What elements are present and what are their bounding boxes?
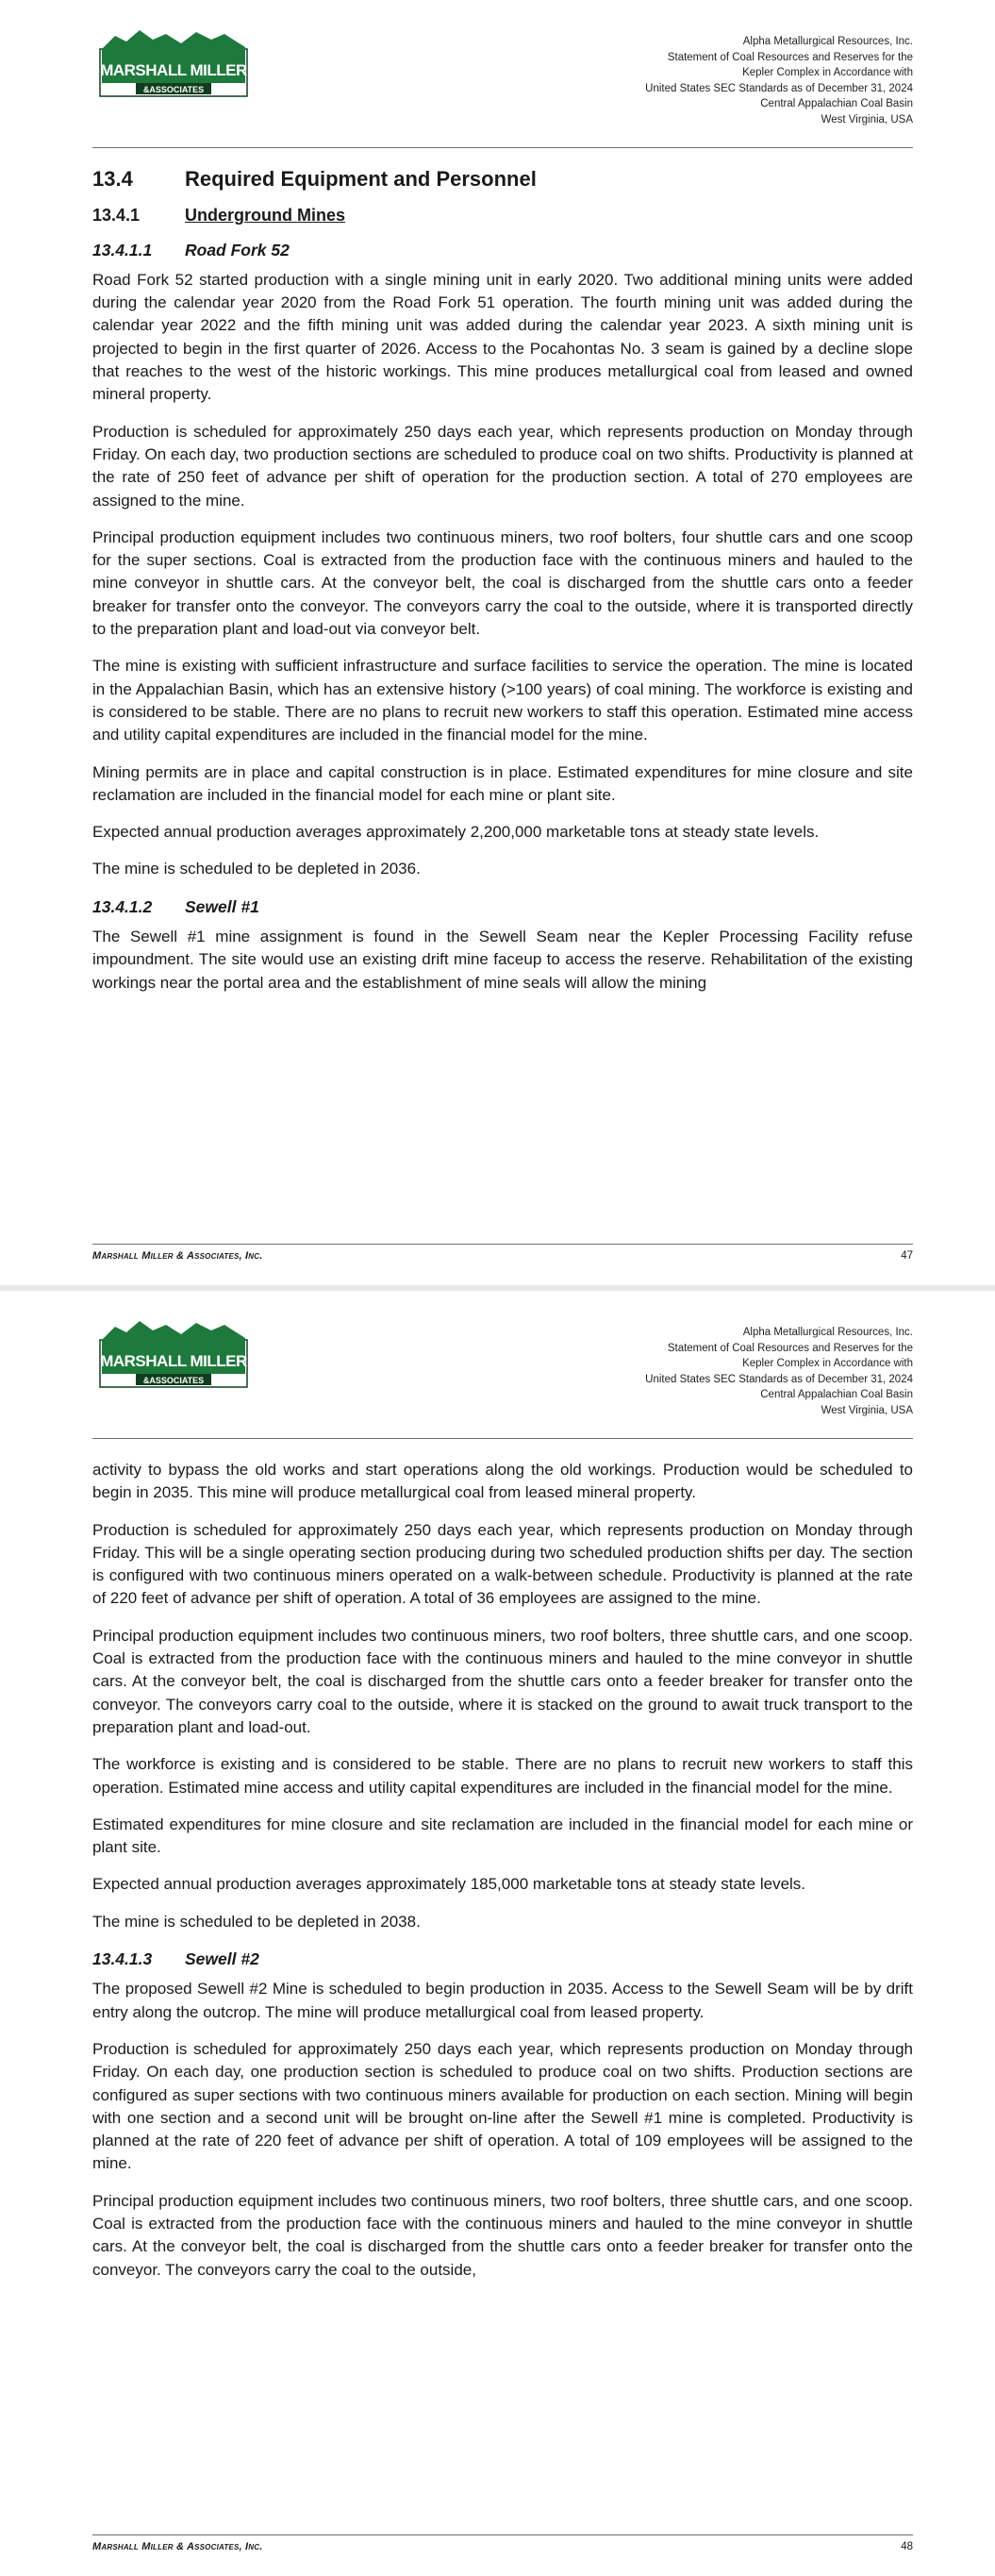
paragraph: The proposed Sewell #2 Mine is scheduled to begin production in 2035. Access to the Sewell Seam will be by drift entry along the outcrop. The mine will produce metallurgical coal from leased property. [92,1980,913,2021]
paragraph: Expected annual production averages approximately 2,200,000 marketable tons at steady state levels. [92,823,820,842]
section-heading [92,168,913,191]
header-line: United States SEC Standards as of December 31, 2024 [645,82,913,94]
paragraph: The mine is existing with sufficient infrastructure and surface facilities to service the operation. The mine is located in the Appalachian Basin, which has an extensive history (>100 years) of coal mining. The workforce is existing and is considered to be stable. There are no plans to recruit new workers to staff this operation. Estimated mine access and utility capital expenditures are included in the financial model for the mine. [92,657,913,744]
paragraph: The Sewell #1 mine assignment is found in the Sewell Seam near the Kepler Processing Facility refuse impoundment. The site would use an existing drift mine faceup to access the reserve. Rehabilitation of the existing workings near the portal area and the establishment of mine seals will allow the mining [92,928,913,992]
mine-heading-sewell-1 [92,895,913,918]
mine-title: Sewell #2 [185,1949,259,1969]
header-divider [92,1438,913,1439]
paragraph: The mine is scheduled to be depleted in 2038. [92,1912,421,1931]
paragraph: Expected annual production averages approximately 185,000 marketable tons at steady state levels. [92,1875,806,1894]
svg-text:&ASSOCIATES: &ASSOCIATES [142,1376,205,1385]
paragraph: Production is scheduled for approximately 250 days each year, which represents production on Monday through Friday. This will be a single operating section producing during two scheduled production shifts per day. The section is configured with two continuous miners operated on a walk-between schedule. Productivity is planned at the rate of 220 feet of advance per shift of operation. A total of 36 employees are assigned to the mine. [92,1520,913,1608]
paragraph: Principal production equipment includes two continuous miners, two roof bolters, four shuttle cars and one scoop for the super sections. Coal is extracted from the production face with the continuous miners and hauled to the mine conveyor in shuttle cars. At the conveyor belt, the coal is discharged from the shuttle cars onto a feeder breaker for transfer onto the conveyor. The conveyors carry the coal to the outside, where it is transported directly to the preparation plant and load-out via conveyor belt. [92,527,913,639]
mine-number: 13.4.1.2 [92,896,153,916]
page-number: 48 [901,2541,913,2552]
mine-title: Sewell #1 [185,896,259,916]
header-line: Statement of Coal Resources and Reserves for the [667,51,913,63]
paragraph: Principal production equipment includes two continuous miners, two roof bolters, three shuttle cars, and one scoop. Coal is extracted from the production face with the continuous miners and hauled to the mine conveyor in shuttle cars. At the conveyor belt, the coal is discharged from the shuttle cars onto a feeder breaker for transfer onto the conveyor. The conveyors carry the coal to the outside, [92,2191,913,2279]
paragraph: Road Fork 52 started production with a single mining unit in early 2020. Two additional mining units were added during the calendar year 2020 from the Road Fork 51 operation. The fourth mining unit was added during the calendar year 2022 and the fifth mining unit was added during the calendar year 2023. A sixth mining unit is projected to begin in the first quarter of 2026. Access to the Pocahontas No. 3 seam is gained by a decline slope that reaches to the west of the historic workings. This mine produces metallurgical coal from leased and owned mineral property. [92,270,913,404]
mine-heading-sewell-2 [92,1948,913,1970]
header-line: Alpha Metallurgical Resources, Inc. [742,36,913,47]
paragraph: The mine is scheduled to be depleted in 2036. [92,860,421,878]
svg-text:MARSHALL MILLER: MARSHALL MILLER [100,1352,247,1370]
page-47 [0,0,995,1285]
subsection-title: Underground Mines [185,206,345,226]
page-number: 47 [901,1250,913,1262]
section-number: 13.4 [92,167,133,191]
header-line: United States SEC Standards as of December 31, 2024 [645,1373,913,1385]
page-48 [0,1291,995,2576]
footer-divider [92,2534,913,2535]
header-line: Kepler Complex in Accordance with [742,67,913,78]
paragraph: Estimated expenditures for mine closure and site reclamation are included in the financial model for each mine or plant site. [92,1815,913,1857]
header-line: Central Appalachian Coal Basin [760,1389,913,1400]
svg-text:&ASSOCIATES: &ASSOCIATES [142,85,205,94]
paragraph: activity to bypass the old works and start operations along the old workings. Production would be scheduled to begin in 2035. This mine will produce metallurgical coal from leased mineral property. [92,1461,913,1502]
company-logo [98,1317,249,1389]
header-line: West Virginia, USA [821,113,913,125]
footer-divider [92,1244,913,1245]
mine-title: Road Fork 52 [185,240,290,259]
paragraph: Mining permits are in place and capital construction is in place. Estimated expenditures for mine closure and site reclamation are included in the financial model for each mine or plant site. [92,762,913,804]
section-title: Required Equipment and Personnel [185,167,537,191]
page-content [92,1459,913,2296]
header-line: Kepler Complex in Accordance with [742,1358,913,1369]
paragraph: Principal production equipment includes two continuous miners, two roof bolters, three shuttle cars, and one scoop. Coal is extracted from the production face with the continuous miners and hauled to the mine conveyor in shuttle cars. At the conveyor belt, the coal is discharged from the shuttle cars onto a feeder breaker for transfer onto the conveyor. The conveyors carry coal to the outside, where it is stacked on the ground to await truck transport to the preparation plant and load-out. [92,1626,913,1736]
header-line: Statement of Coal Resources and Reserves for the [667,1342,913,1354]
mine-number: 13.4.1.3 [92,1949,153,1969]
mine-number: 13.4.1.1 [92,240,153,259]
footer-company: Marshall Miller & Associates, Inc. [92,2541,263,2552]
subsection-heading [92,204,913,226]
mine-heading-road-fork-52 [92,239,913,261]
header-divider [92,147,913,148]
header-line: Central Appalachian Coal Basin [760,98,913,109]
header-info [645,34,913,127]
footer-company: Marshall Miller & Associates, Inc. [92,1250,263,1262]
svg-text:MARSHALL MILLER: MARSHALL MILLER [100,61,247,79]
subsection-number: 13.4.1 [92,206,141,226]
page-content [92,160,913,1009]
paragraph: The workforce is existing and is considered to be stable. There are no plans to recruit new workers to staff this operation. Estimated mine access and utility capital expenditures are included in the financial model for the mine. [92,1755,913,1797]
header-info [645,1325,913,1418]
header-line: Alpha Metallurgical Resources, Inc. [742,1327,913,1338]
header-line: West Virginia, USA [821,1404,913,1416]
paragraph: Production is scheduled for approximately 250 days each year, which represents production on Monday through Friday. On each day, two production sections are scheduled to produce coal on two shifts. Productivity is planned at the rate of 250 feet of advance per shift of operation for the production section. A total of 270 employees are assigned to the mine. [92,422,913,510]
company-logo [98,26,249,98]
paragraph: Production is scheduled for approximately 250 days each year, which represents production on Monday through Friday. On each day, one production section is scheduled to produce coal on two shifts. Production sections are configured as super sections with two continuous miners available for production on each section. Mining will begin with one section and a second unit will be brought on-line after the Sewell #1 mine is completed. Productivity is planned at the rate of 220 feet of advance per shift of operation. A total of 109 employees will be assigned to the mine. [92,2039,913,2173]
